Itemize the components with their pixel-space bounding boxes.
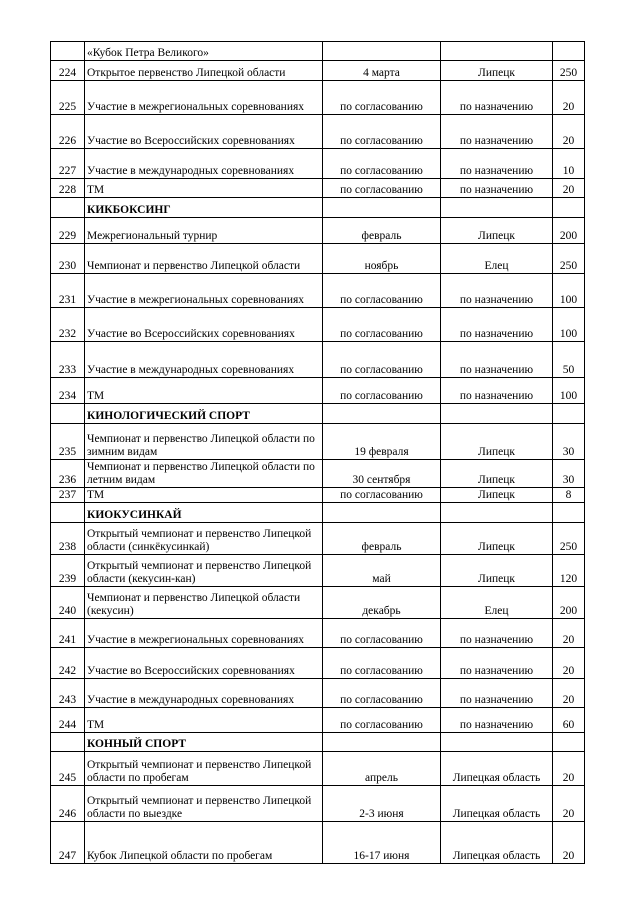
table-row [51,342,585,378]
participant-count: 20 [553,786,585,822]
event-date: 4 марта [323,61,441,81]
event-place: по назначению [441,619,553,648]
table-row [51,149,585,179]
event-place [441,404,553,424]
event-name: ТМ [85,488,323,503]
row-number: 235 [51,424,85,460]
participant-count: 20 [553,115,585,149]
participant-count: 120 [553,555,585,587]
participant-count: 50 [553,342,585,378]
event-place: Липецкая область [441,822,553,864]
table-row [51,179,585,198]
event-place: по назначению [441,679,553,708]
event-place: Липецк [441,555,553,587]
event-date [323,503,441,523]
participant-count: 250 [553,61,585,81]
row-number: 236 [51,460,85,488]
event-name: Участие в межрегиональных соревнованиях [85,274,323,308]
event-name: Чемпионат и первенство Липецкой области [85,244,323,274]
participant-count: 20 [553,822,585,864]
table-row [51,378,585,404]
participant-count: 200 [553,218,585,244]
event-date: по согласованию [323,81,441,115]
section-title: КОННЫЙ СПОРТ [85,733,323,752]
participant-count: 250 [553,523,585,555]
event-date [323,733,441,752]
row-number [51,404,85,424]
participant-count [553,503,585,523]
event-name: Чемпионат и первенство Липецкой области (кекусин) [85,587,323,619]
event-date: по согласованию [323,274,441,308]
event-date: по согласованию [323,378,441,404]
event-date: по согласованию [323,342,441,378]
event-date: 19 февраля [323,424,441,460]
event-place: Липецкая область [441,786,553,822]
row-number [51,198,85,218]
event-place: по назначению [441,274,553,308]
event-place: Липецк [441,488,553,503]
event-place: по назначению [441,179,553,198]
event-date: апрель [323,752,441,786]
table-row [51,555,585,587]
participant-count: 100 [553,308,585,342]
participant-count: 8 [553,488,585,503]
event-date [323,404,441,424]
event-place [441,733,553,752]
table-row [51,308,585,342]
section-header-row [51,503,585,523]
event-name: Участие в межрегиональных соревнованиях [85,81,323,115]
section-header-row [51,404,585,424]
row-number: 240 [51,587,85,619]
table-row [51,822,585,864]
event-place: Липецк [441,523,553,555]
schedule-body [51,42,585,864]
event-date [323,42,441,61]
event-date: по согласованию [323,488,441,503]
section-header-row [51,198,585,218]
section-title: КИКБОКСИНГ [85,198,323,218]
event-place: Липецк [441,218,553,244]
event-name: Межрегиональный турнир [85,218,323,244]
participant-count: 20 [553,679,585,708]
participant-count: 20 [553,619,585,648]
row-number: 225 [51,81,85,115]
event-name: Участие в международных соревнованиях [85,342,323,378]
row-number: 229 [51,218,85,244]
event-date: май [323,555,441,587]
event-date: по согласованию [323,115,441,149]
event-place: по назначению [441,81,553,115]
event-date: по согласованию [323,308,441,342]
participant-count [553,42,585,61]
participant-count: 100 [553,378,585,404]
event-place: Липецкая область [441,752,553,786]
row-number: 224 [51,61,85,81]
event-place: по назначению [441,149,553,179]
section-header-row [51,733,585,752]
event-name: ТМ [85,378,323,404]
continued-row [51,42,585,61]
participant-count: 10 [553,149,585,179]
event-name: Открытый чемпионат и первенство Липецкой области по выездке [85,786,323,822]
section-title: КИНОЛОГИЧЕСКИЙ СПОРТ [85,404,323,424]
participant-count: 20 [553,179,585,198]
row-number: 245 [51,752,85,786]
table-row [51,274,585,308]
event-name: Участие во Всероссийских соревнованиях [85,115,323,149]
event-place: Елец [441,587,553,619]
event-name: Чемпионат и первенство Липецкой области по зимним видам [85,424,323,460]
event-place: по назначению [441,378,553,404]
table-row [51,679,585,708]
event-date: февраль [323,218,441,244]
row-number: 246 [51,786,85,822]
event-name: Открытый чемпионат и первенство Липецкой области (кекусин-кан) [85,555,323,587]
participant-count: 20 [553,752,585,786]
event-name: Открытое первенство Липецкой области [85,61,323,81]
row-number: 231 [51,274,85,308]
row-number: 243 [51,679,85,708]
row-number: 234 [51,378,85,404]
table-row [51,648,585,679]
event-name: Участие в международных соревнованиях [85,149,323,179]
row-number: 242 [51,648,85,679]
event-date: по согласованию [323,648,441,679]
table-row [51,81,585,115]
row-number: 232 [51,308,85,342]
event-date: по согласованию [323,149,441,179]
event-place: Липецк [441,460,553,488]
event-name: ТМ [85,708,323,733]
participant-count [553,198,585,218]
table-row [51,523,585,555]
event-date [323,198,441,218]
event-name: Участие во Всероссийских соревнованиях [85,648,323,679]
table-row [51,424,585,460]
row-number [51,733,85,752]
row-number: 228 [51,179,85,198]
event-name: Кубок Липецкой области по пробегам [85,822,323,864]
participant-count: 250 [553,244,585,274]
event-date: ноябрь [323,244,441,274]
table-row [51,218,585,244]
table-row [51,488,585,503]
event-place: по назначению [441,308,553,342]
event-date: декабрь [323,587,441,619]
participant-count: 60 [553,708,585,733]
event-date: 2-3 июня [323,786,441,822]
row-number: 233 [51,342,85,378]
row-number: 227 [51,149,85,179]
row-number: 247 [51,822,85,864]
event-name: «Кубок Петра Великого» [85,42,323,61]
event-place: по назначению [441,342,553,378]
event-place: по назначению [441,708,553,733]
event-place [441,503,553,523]
row-number: 230 [51,244,85,274]
participant-count: 100 [553,274,585,308]
event-name: Участие в международных соревнованиях [85,679,323,708]
table-row [51,244,585,274]
event-date: по согласованию [323,708,441,733]
row-number [51,42,85,61]
event-place: по назначению [441,648,553,679]
event-date: по согласованию [323,179,441,198]
event-date: 16-17 июня [323,822,441,864]
table-row [51,708,585,733]
row-number: 226 [51,115,85,149]
event-place: Липецк [441,424,553,460]
table-row [51,460,585,488]
event-name: Чемпионат и первенство Липецкой области по летним видам [85,460,323,488]
row-number: 237 [51,488,85,503]
event-name: Участие во Всероссийских соревнованиях [85,308,323,342]
participant-count: 30 [553,460,585,488]
participant-count: 200 [553,587,585,619]
event-place [441,198,553,218]
section-title: КИОКУСИНКАЙ [85,503,323,523]
schedule-table [50,41,585,864]
event-place: по назначению [441,115,553,149]
event-date: по согласованию [323,619,441,648]
participant-count: 20 [553,81,585,115]
row-number [51,503,85,523]
event-date: февраль [323,523,441,555]
table-row [51,61,585,81]
row-number: 241 [51,619,85,648]
event-date: 30 сентября [323,460,441,488]
table-row [51,619,585,648]
event-place: Елец [441,244,553,274]
row-number: 238 [51,523,85,555]
event-date: по согласованию [323,679,441,708]
participant-count: 20 [553,648,585,679]
table-row [51,786,585,822]
participant-count [553,404,585,424]
event-name: Открытый чемпионат и первенство Липецкой области по пробегам [85,752,323,786]
table-row [51,752,585,786]
event-name: ТМ [85,179,323,198]
participant-count [553,733,585,752]
row-number: 239 [51,555,85,587]
event-place: Липецк [441,61,553,81]
row-number: 244 [51,708,85,733]
event-name: Участие в межрегиональных соревнованиях [85,619,323,648]
event-place [441,42,553,61]
participant-count: 30 [553,424,585,460]
event-name: Открытый чемпионат и первенство Липецкой области (синкёкусинкай) [85,523,323,555]
table-row [51,115,585,149]
table-row [51,587,585,619]
